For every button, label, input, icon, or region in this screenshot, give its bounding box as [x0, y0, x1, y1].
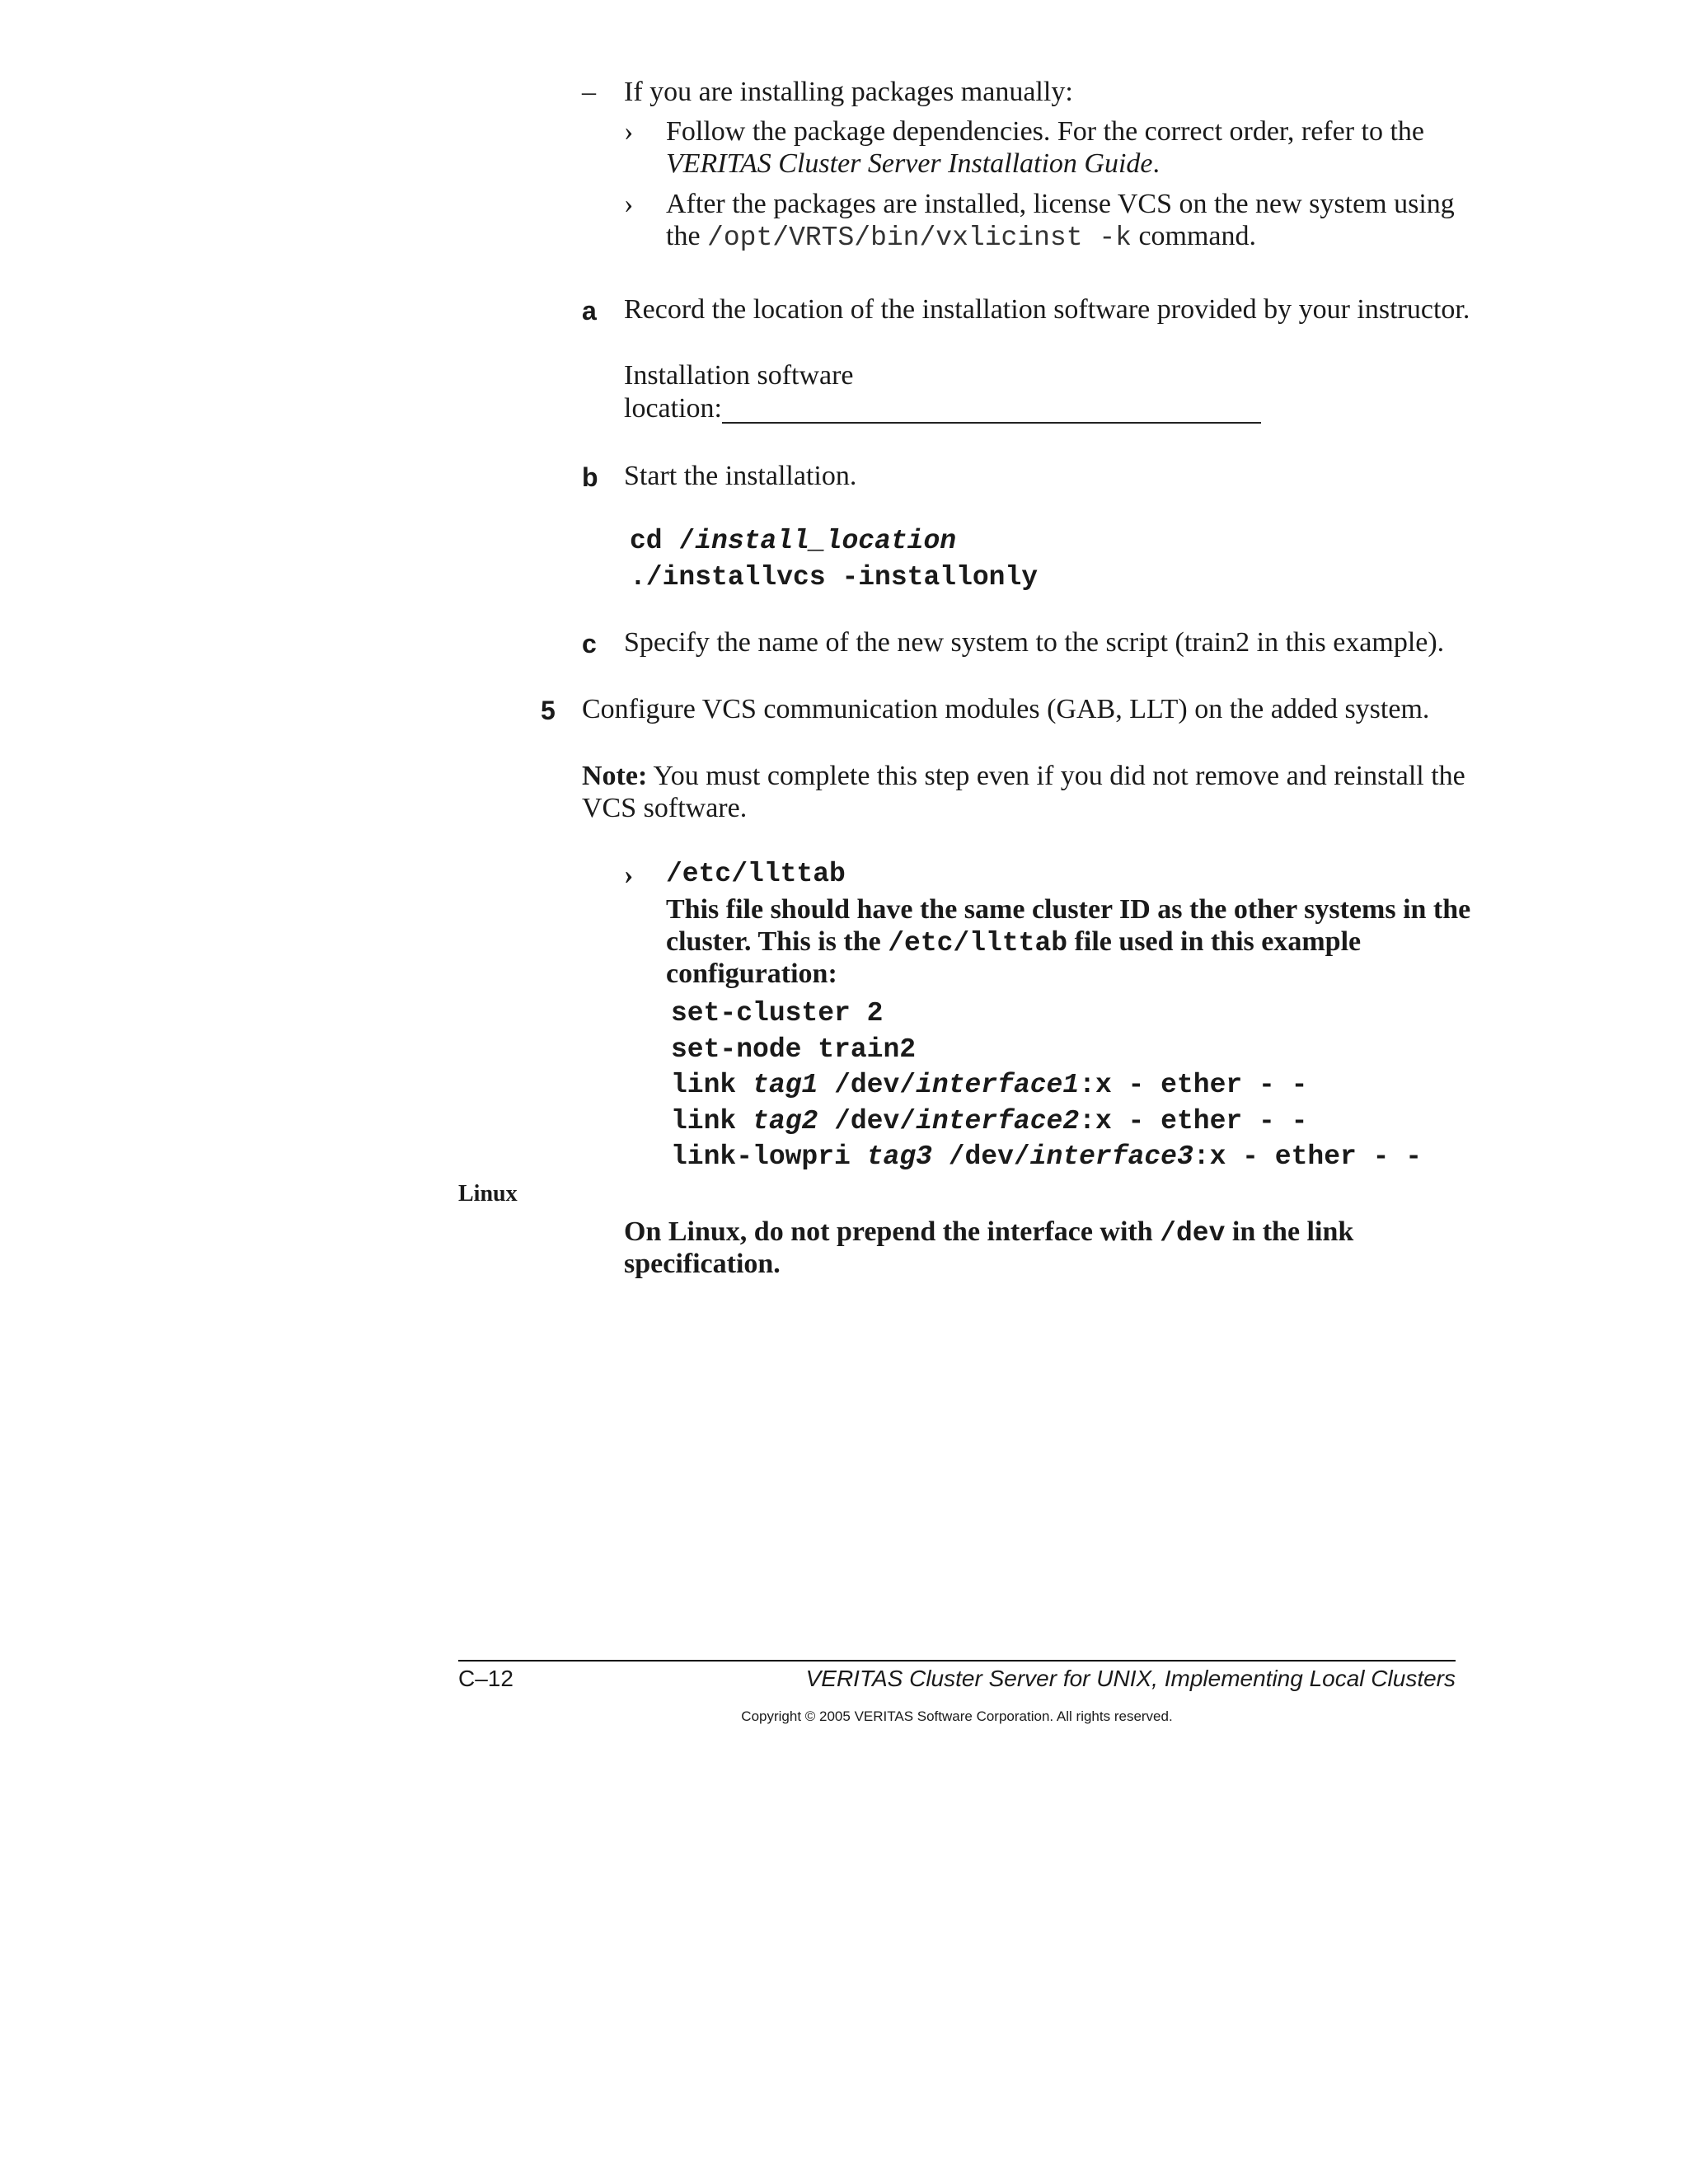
installvcs-command: ./installvcs -installonly — [630, 562, 1039, 593]
linux-note-line-2: specification. — [624, 1249, 781, 1279]
link-keyword: link — [671, 1070, 737, 1100]
link-tag: tag2 — [753, 1106, 818, 1137]
link-rest: :x - ether - - — [1193, 1141, 1423, 1172]
location-field-label: Installation software — [624, 360, 854, 391]
word-command: command. — [1138, 221, 1257, 251]
code-link-1 — [671, 1067, 1307, 1104]
bullet-glyph: › — [624, 860, 634, 890]
linux-note-text: in the link — [1231, 1216, 1354, 1247]
desc-text: file used in this example — [1074, 926, 1362, 957]
linux-margin-label: Linux — [458, 1181, 518, 1207]
step-b-text: Start the installation. — [624, 461, 857, 491]
step-a-text: Record the location of the installation software provided by your instructor. — [624, 294, 1470, 325]
dev-prefix: /dev/ — [948, 1141, 1030, 1172]
location-blank-line — [722, 422, 1261, 424]
code-set-cluster: set-cluster 2 — [671, 998, 884, 1029]
install-guide-title: VERITAS Cluster Server Installation Guide — [666, 148, 1153, 179]
llttab-desc-line-1: This file should have the same cluster ID as the other systems in the — [666, 894, 1471, 925]
cd-prefix: cd / — [630, 526, 696, 556]
license-command-line — [666, 220, 1256, 255]
step-c-letter: c — [582, 629, 597, 658]
llttab-desc-line-2 — [666, 926, 1361, 960]
step-a-letter: a — [582, 296, 597, 326]
link-keyword: link-lowpri — [671, 1141, 851, 1172]
install-guide-reference — [666, 148, 1160, 180]
linux-note-line-1 — [624, 1216, 1353, 1250]
dash-bullet: – — [582, 77, 596, 107]
code-link-2 — [671, 1104, 1307, 1140]
step-b-letter: b — [582, 462, 598, 492]
page-number: C–12 — [458, 1666, 513, 1691]
link-tag: tag3 — [866, 1141, 932, 1172]
link-rest: :x - ether - - — [1079, 1070, 1308, 1100]
llttab-inline-file: /etc/llttab — [888, 928, 1068, 958]
footer-rule — [458, 1660, 1456, 1661]
note-label: Note: — [582, 761, 648, 791]
note-line-2: VCS software. — [582, 793, 748, 823]
link-keyword: link — [671, 1106, 737, 1137]
note-text: You must complete this step even if you did not remove and reinstall the — [653, 761, 1465, 791]
code-set-node: set-node train2 — [671, 1034, 917, 1065]
linux-note-text: On Linux, do not prepend the interface with — [624, 1216, 1153, 1247]
vxlicinst-command: /opt/VRTS/bin/vxlicinst -k — [707, 223, 1132, 253]
dev-inline: /dev — [1160, 1218, 1226, 1249]
sentence-end: . — [1152, 148, 1160, 179]
dev-prefix: /dev/ — [834, 1070, 917, 1100]
desc-text: cluster. This is the — [666, 926, 881, 957]
manual-install-heading: If you are installing packages manually: — [624, 77, 1073, 107]
step-c-text: Specify the name of the new system to the script (train2 in this example). — [624, 627, 1445, 658]
bullet-glyph: › — [624, 189, 634, 219]
location-field-label: location: — [624, 393, 722, 424]
link-tag: tag1 — [753, 1070, 818, 1100]
install-cd-command — [630, 523, 956, 560]
step-5-text: Configure VCS communication modules (GAB, LLT) on the added system. — [582, 694, 1430, 724]
word-the: the — [666, 221, 701, 251]
bullet-glyph: › — [624, 116, 634, 147]
interface-var: interface1 — [916, 1070, 1080, 1100]
llttab-filename: /etc/llttab — [666, 859, 846, 889]
note-line-1 — [582, 760, 1465, 793]
interface-var: interface3 — [1029, 1141, 1193, 1172]
bullet-1-text: Follow the package dependencies. For the correct order, refer to the — [666, 116, 1425, 147]
dev-prefix: /dev/ — [834, 1106, 917, 1137]
install-location-var: install_location — [695, 526, 957, 556]
copyright-notice: Copyright © 2005 VERITAS Software Corporation. All rights reserved. — [741, 1708, 1173, 1724]
step-5-number: 5 — [541, 696, 556, 725]
bullet-2-text: After the packages are installed, license VCS on the new system using — [666, 189, 1455, 219]
interface-var: interface2 — [916, 1106, 1080, 1137]
code-link-lowpri — [671, 1139, 1422, 1175]
link-rest: :x - ether - - — [1079, 1106, 1308, 1137]
book-title: VERITAS Cluster Server for UNIX, Implementing Local Clusters — [805, 1666, 1456, 1691]
llttab-desc-line-3: configuration: — [666, 958, 837, 989]
